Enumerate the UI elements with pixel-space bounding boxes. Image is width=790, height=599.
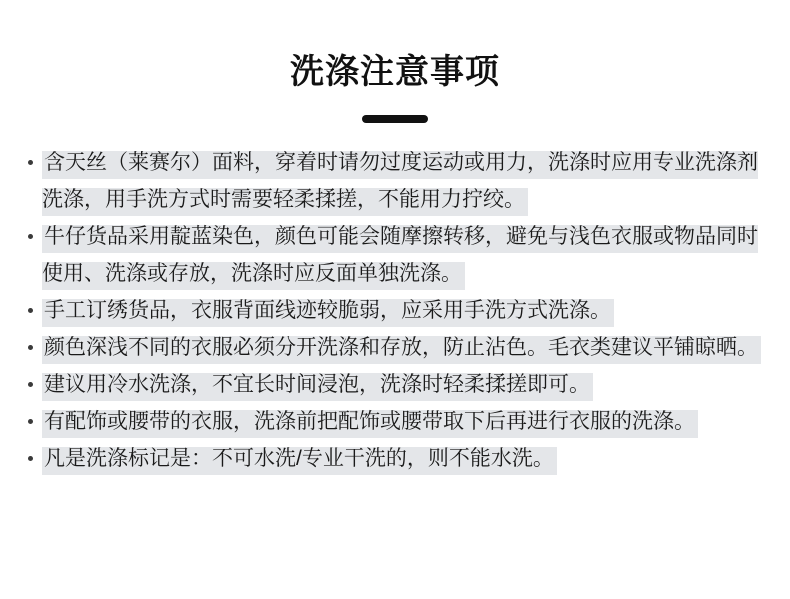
notice-text: 颜色深浅不同的衣服必须分开洗涤和存放，防止沾色。毛衣类建议平铺晾晒。 bbox=[42, 336, 761, 364]
notice-item bbox=[42, 292, 762, 329]
notice-item bbox=[42, 440, 762, 477]
notice-item bbox=[42, 366, 762, 403]
notice-item bbox=[42, 218, 762, 292]
notice-text: 牛仔货品采用靛蓝染色，颜色可能会随摩擦转移，避免与浅色衣服或物品同时使用、洗涤或存放，洗涤时应反面单独洗涤。 bbox=[42, 225, 758, 290]
page-title: 洗涤注意事项 bbox=[290, 53, 500, 91]
notice-list bbox=[28, 144, 762, 477]
notice-item bbox=[42, 144, 762, 218]
title-divider bbox=[362, 115, 428, 123]
notice-text: 凡是洗涤标记是：不可水洗/专业干洗的，则不能水洗。 bbox=[42, 447, 557, 475]
notice-item bbox=[42, 403, 762, 440]
care-instructions-page bbox=[0, 54, 790, 599]
notice-text: 手工订绣货品，衣服背面线迹较脆弱，应采用手洗方式洗涤。 bbox=[42, 299, 614, 327]
notice-item bbox=[42, 329, 762, 366]
notice-text: 建议用冷水洗涤，不宜长时间浸泡，洗涤时轻柔揉搓即可。 bbox=[42, 373, 593, 401]
notice-text: 有配饰或腰带的衣服，洗涤前把配饰或腰带取下后再进行衣服的洗涤。 bbox=[42, 410, 698, 438]
notice-text: 含天丝（莱赛尔）面料，穿着时请勿过度运动或用力，洗涤时应用专业洗涤剂洗涤，用手洗方式时需要轻柔揉搓，不能用力拧绞。 bbox=[42, 151, 758, 216]
